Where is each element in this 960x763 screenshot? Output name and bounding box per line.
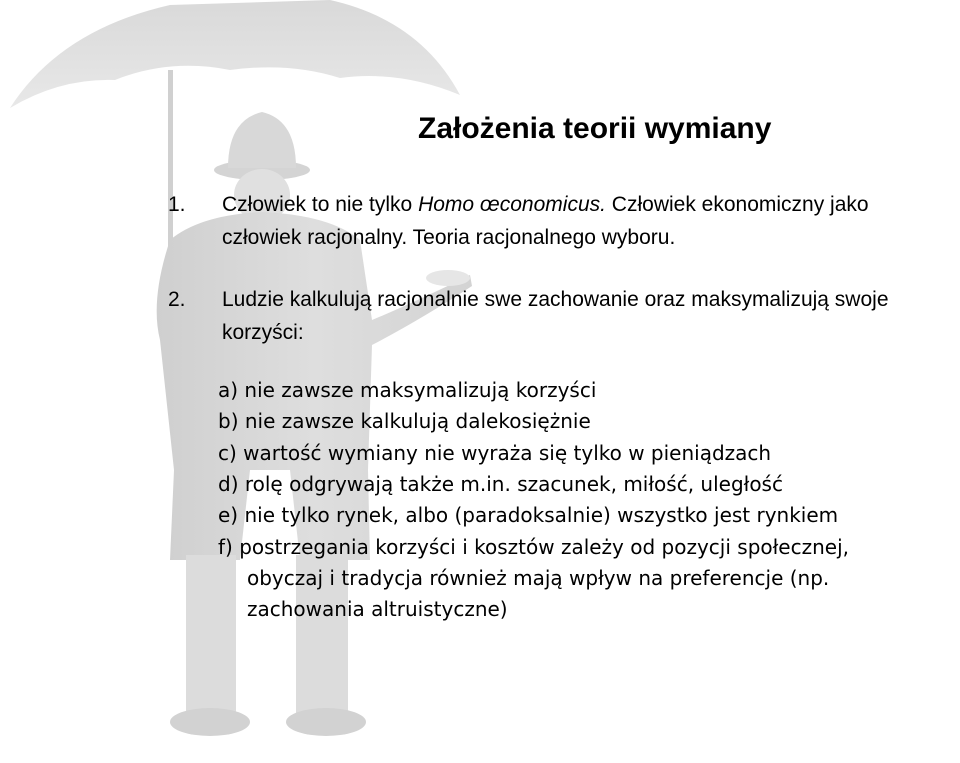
- slide-title: Założenia teorii wymiany: [418, 112, 772, 145]
- homo-oeconomicus-italic: Homo œconomicus.: [418, 193, 606, 216]
- subitem-a: a) nie zawsze maksymalizują korzyści: [218, 378, 597, 402]
- list-item-2-line2: korzyści:: [222, 321, 304, 344]
- subitem-e: e) nie tylko rynek, albo (paradoksalnie) wszystko jest rynkiem: [218, 503, 839, 527]
- list-item-2-line1: Ludzie kalkulują racjonalnie swe zachowanie oraz maksymalizują swoje: [222, 288, 889, 311]
- subitem-f-continuation-1: obyczaj i tradycja również mają wpływ na preferencje (np.: [247, 566, 830, 590]
- subitem-d: d) rolę odgrywają także m.in. szacunek, miłość, uległość: [218, 472, 783, 496]
- list-item-2-number: 2.: [168, 288, 186, 311]
- subitem-b: b) nie zawsze kalkulują dalekosiężnie: [218, 409, 591, 433]
- list-item-1-line2: człowiek racjonalny. Teoria racjonalnego wyboru.: [222, 226, 676, 249]
- subitem-c: c) wartość wymiany nie wyraża się tylko w pieniądzach: [218, 441, 772, 465]
- list-item-1-line1: Człowiek to nie tylko Homo œconomicus. Człowiek ekonomiczny jako: [222, 193, 869, 216]
- list-item-1-number: 1.: [168, 193, 186, 216]
- subitem-f: f) postrzegania korzyści i kosztów zależy od pozycji społecznej,: [218, 535, 849, 559]
- subitem-f-continuation-2: zachowania altruistyczne): [247, 597, 508, 621]
